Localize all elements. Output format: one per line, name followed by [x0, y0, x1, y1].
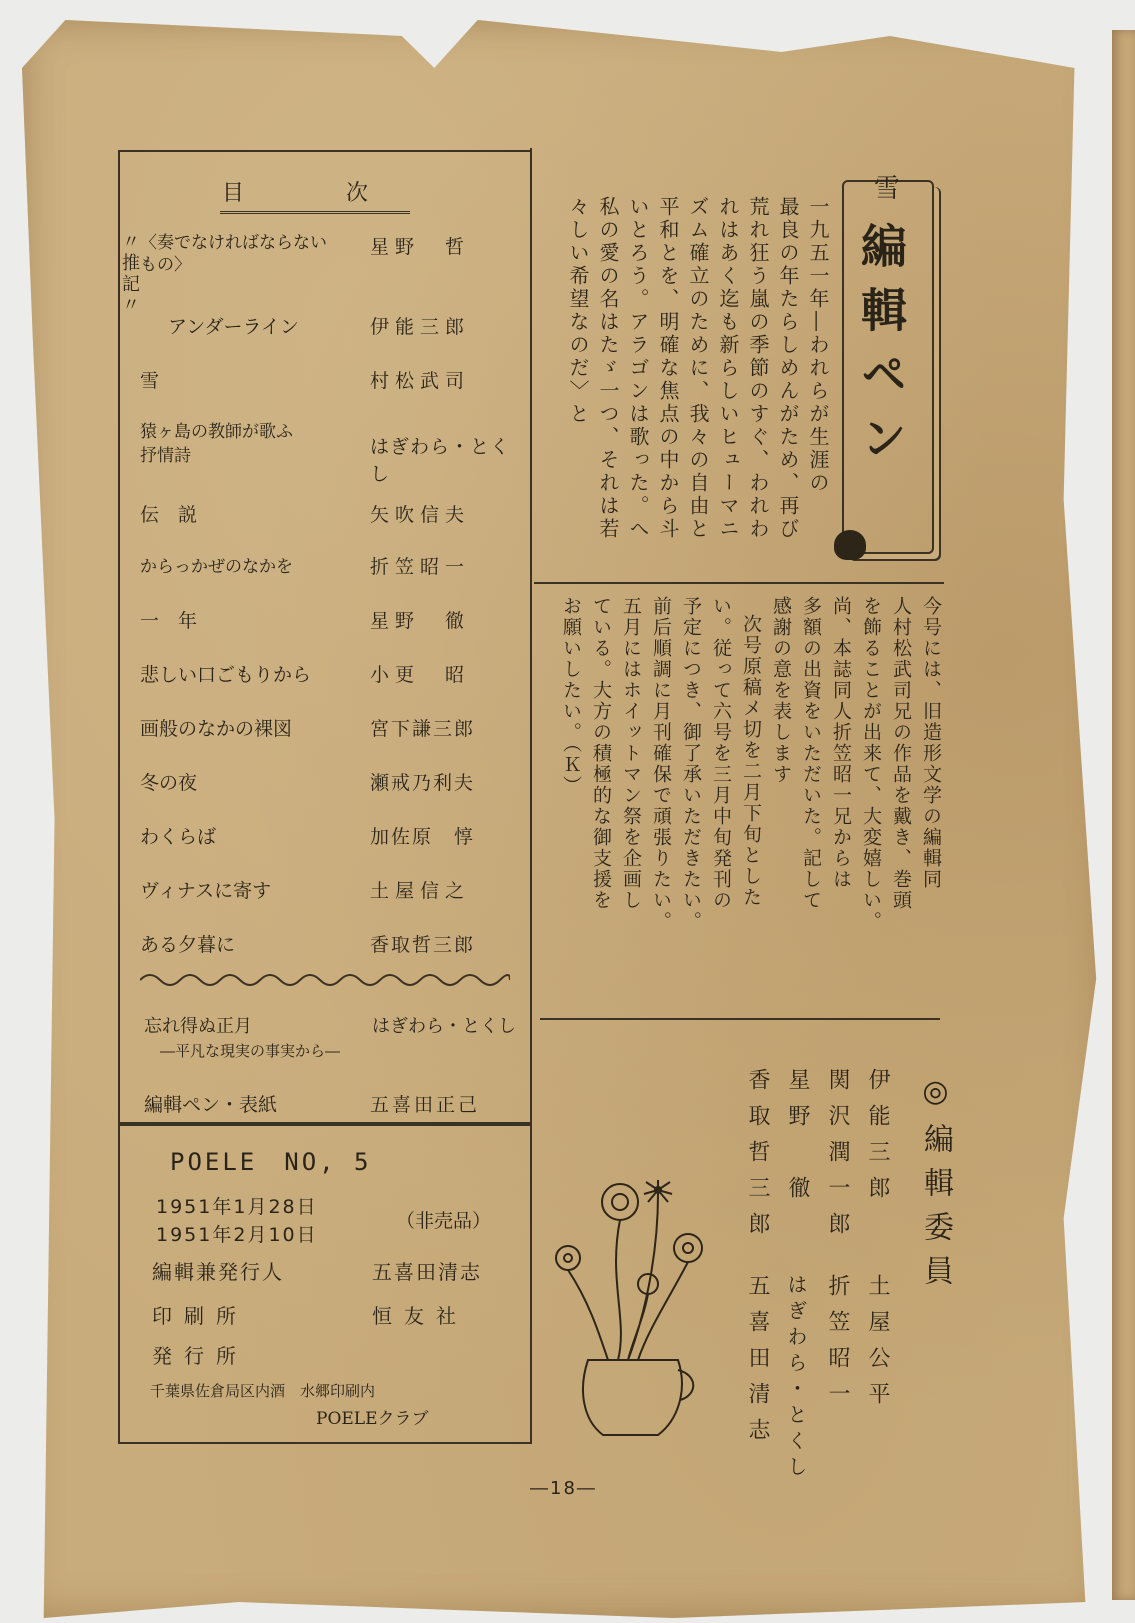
toc-extra-title: 忘れ得ぬ正月	[144, 1016, 252, 1037]
committee-member: 香取哲三郎	[745, 1068, 770, 1248]
toc-item-title: アンダーライン	[168, 316, 299, 338]
notes-line: 前后順調に月刊確保で頑張りたい。	[650, 596, 672, 932]
page-number: ―18―	[530, 1478, 597, 1499]
notes-line: ている。大方の積極的な御支援を	[590, 596, 612, 911]
editorial-line: 私の愛の名はたゞ一つ、それは若	[596, 196, 620, 541]
editorial-line: 一九五一年―われらが生涯の	[806, 196, 830, 495]
colophon-printer-label: 印刷所	[152, 1304, 248, 1328]
toc-item-author: 宮下謙三郎	[370, 718, 476, 740]
toc-item-author: 瀬戒乃利夫	[370, 772, 476, 794]
colophon-address: 千葉県佐倉局区内酒 水郷印刷内	[150, 1382, 376, 1400]
colophon-publisher-label: 発行所	[152, 1344, 248, 1368]
notes-line: お願いしたい。（Ｋ）	[560, 596, 582, 797]
toc-side-note: 〃推記〃	[119, 232, 140, 316]
toc-item-title: 〈奏でなければならないもの〉	[140, 233, 327, 275]
toc-item-author: 星野 徹	[370, 610, 471, 632]
colophon-editor: 五喜田清志	[372, 1260, 482, 1284]
toc-item	[140, 366, 520, 406]
toc-item	[140, 500, 520, 540]
toc-item	[140, 420, 520, 485]
committee-title: ◎編輯委員	[918, 1074, 953, 1299]
colophon-printed-date: 1951年1月28日	[156, 1196, 318, 1218]
editorial-line: 平和とを、明確な焦点の中から斗	[656, 196, 680, 541]
editorial-title: 編輯ペン	[854, 222, 908, 478]
toc-item	[140, 660, 520, 700]
toc-heading: 目 次	[220, 176, 410, 214]
toc-item-title: 悲しい口ごもりから	[140, 664, 312, 686]
toc-item-author: 星野 哲	[370, 236, 471, 258]
toc-item-author: 伊能三郎	[370, 316, 471, 338]
right-column-rule	[530, 148, 532, 1440]
toc-item-title: わくらば	[140, 826, 217, 848]
colophon-editor-label: 編輯兼発行人	[152, 1260, 284, 1284]
ink-bottle-icon	[834, 530, 866, 560]
committee-member: はぎわら・とくし	[784, 1274, 808, 1482]
committee-member: 五喜田清志	[745, 1274, 770, 1454]
toc-item	[140, 822, 520, 862]
toc-item-title: からっかぜのなかを	[140, 557, 293, 577]
adjacent-page-edge	[1112, 30, 1135, 1600]
notes-line: 感謝の意を表します	[770, 596, 792, 785]
editorial-line: 々しい希望なのだ〉と	[566, 196, 590, 426]
editorial-line: いとろう。アラゴンは歌った。へ	[626, 196, 650, 541]
committee-member: 伊能三郎	[865, 1068, 890, 1212]
toc-item-author: 加佐原 惇	[370, 826, 476, 848]
committee-member: 関沢潤一郎	[825, 1068, 850, 1248]
wavy-divider	[140, 972, 510, 988]
toc-item	[140, 606, 520, 646]
toc-item-title: ある夕暮に	[140, 934, 236, 956]
editorial-line: ズム確立のために、我々の自由と	[686, 196, 710, 541]
editorial-text	[538, 196, 828, 576]
toc-item-author: 香取哲三郎	[370, 934, 476, 956]
toc-item-author: 村松武司	[370, 370, 471, 392]
toc-item-title: 伝 説	[140, 504, 198, 526]
notes-bottom-rule	[540, 1018, 940, 1020]
toc-item	[140, 714, 520, 754]
committee-member: 折笠昭一	[825, 1274, 850, 1418]
colophon-not-for-sale: （非売品）	[396, 1210, 492, 1232]
notes-line: 五月にはホイットマン祭を企画し	[620, 596, 642, 911]
notes-line: を飾ることが出来て、大変嬉しい。	[860, 596, 882, 932]
colophon-magazine: POELE NO, 5	[170, 1148, 372, 1176]
editorial-line: れはあく迄も新らしいヒューマニ	[716, 196, 740, 541]
toc-item-title: 冬の夜	[140, 772, 198, 794]
toc-item-title: 猿ヶ島の教師が歌ふ抒情詩	[140, 422, 293, 466]
toc-cover-title: 編輯ペン・表紙	[144, 1094, 278, 1116]
toc-item-author: 折笠昭一	[370, 556, 471, 578]
editorial-line: 荒れ狂う嵐の季節のすぐ、われわ	[746, 196, 770, 541]
notes-line: 多額の出資をいただいた。記して	[800, 596, 822, 911]
toc-extra-subtitle: ―平凡な現実の事実から―	[160, 1042, 341, 1060]
colophon-printer: 恒友社	[372, 1304, 468, 1328]
colophon-issued-date: 1951年2月10日	[156, 1224, 318, 1246]
toc-item	[140, 552, 520, 592]
toc-item-author: 土屋信之	[370, 880, 471, 902]
toc-item	[140, 312, 520, 352]
colophon-club: POELEクラブ	[316, 1409, 429, 1429]
editorial-line: 最良の年たらしめんがため、再び	[776, 196, 800, 541]
toc-item	[140, 930, 520, 970]
toc-item-author: 矢吹信夫	[370, 504, 471, 526]
toc-item-title: 画般のなかの裸図	[140, 718, 293, 740]
toc-item-author: はぎわら・とくし	[370, 436, 511, 485]
toc-item-title: 雪	[140, 370, 160, 392]
toc-extra-author: はぎわら・とくし	[372, 1016, 516, 1037]
toc-item-title: ヴィナスに寄す	[140, 880, 272, 902]
notes-text	[540, 596, 940, 1012]
notes-line: 人村松武司兄の作品を戴き、巻頭	[890, 596, 912, 911]
notes-line: 次号原稿メ切を二月下旬とした	[740, 614, 762, 908]
toc-item-title: 一 年	[140, 610, 198, 632]
editorial-title-icon: 雪	[874, 174, 901, 204]
notes-line: い。従って六号を三月中旬発刊の	[710, 596, 732, 911]
notes-line: 尚、本誌同人折笠昭一兄からは	[830, 596, 852, 890]
committee-member: 星野 徹	[785, 1068, 810, 1212]
editorial-bottom-rule	[534, 582, 944, 584]
notes-line: 今号には、旧造形文学の編輯同	[920, 596, 942, 890]
toc-item	[140, 232, 520, 275]
toc-item	[140, 768, 520, 808]
flower-vase-illustration	[548, 1180, 718, 1440]
committee-member: 土屋公平	[865, 1274, 890, 1418]
toc-item-author: 小更 昭	[370, 664, 471, 686]
toc-item	[140, 876, 520, 916]
notes-line: 予定につき、御了承いただきたい。	[680, 596, 702, 932]
toc-cover-author: 五喜田正己	[370, 1094, 481, 1116]
